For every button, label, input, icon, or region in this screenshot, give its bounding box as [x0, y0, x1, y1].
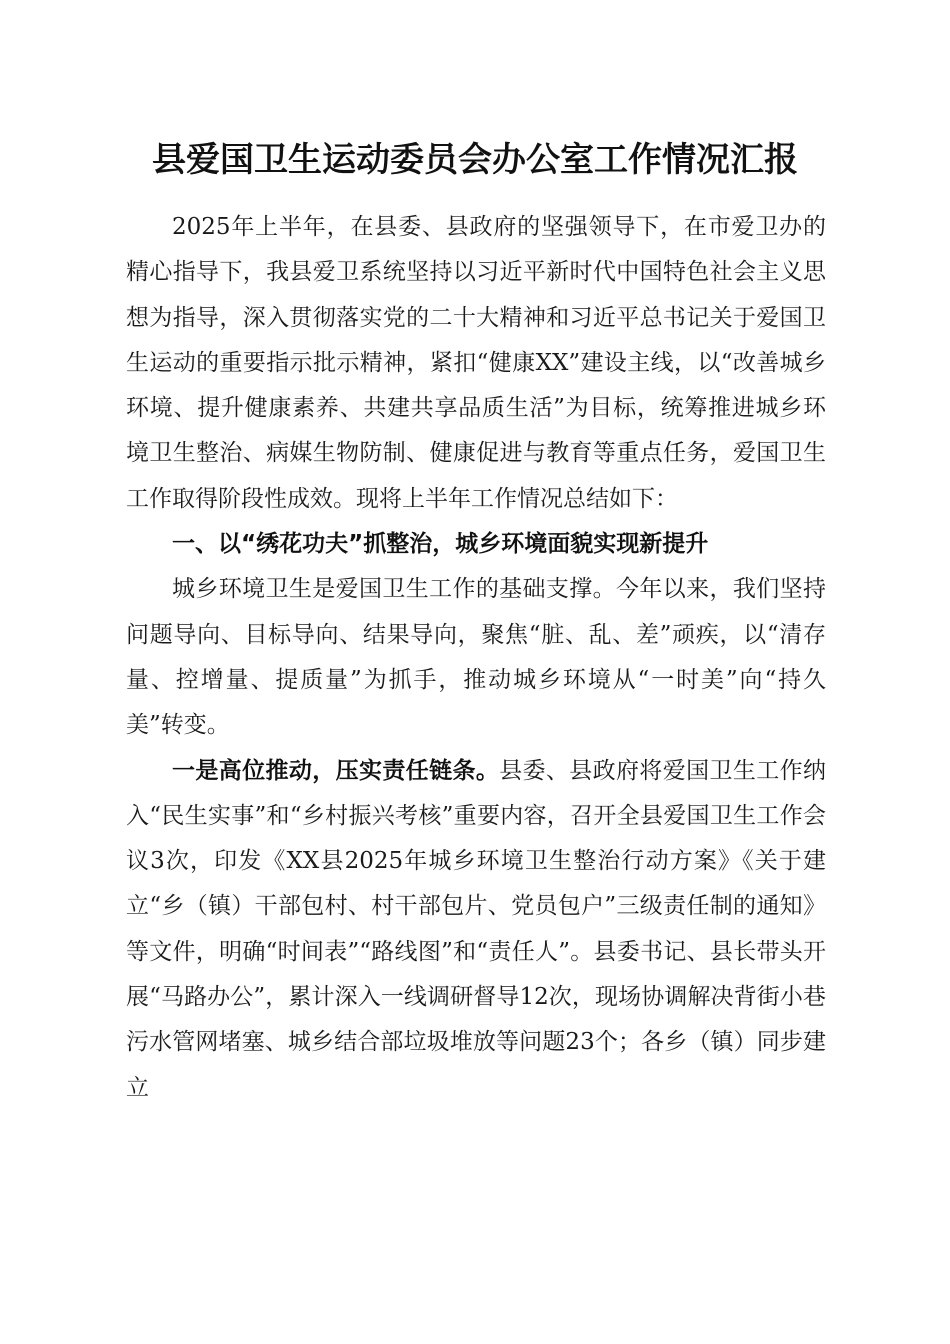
intro-paragraph: 2025年上半年，在县委、县政府的坚强领导下，在市爱卫办的精心指导下，我县爱卫系统坚持以习近平新时代中国特色社会主义思想为指导，深入贯彻落实党的二十大精神和习近平总书记关于爱国卫生运动的重要指示批示精神，紧扣“健康XX”建设主线，以“改善城乡环境、提升健康素养、共建共享品质生活”为目标，统筹推进城乡环境卫生整治、病媒生物防制、健康促进与教育等重点任务，爱国卫生工作取得阶段性成效。现将上半年工作情况总结如下：: [126, 214, 826, 512]
point-paragraph: [126, 749, 826, 1111]
point-body: 县委、县政府将爱国卫生工作纳入“民生实事”和“乡村振兴考核”重要内容，召开全县爱国卫生工作会议3次，印发《XX县2025年城乡环境卫生整治行动方案》《关于建立“乡（镇）干部包村、村干部包片、党员包户”三级责任制的通知》等文件，明确“时间表”“路线图”和“责任人”。县委书记、县长带头开展“马路办公”，累计深入一线调研督导12次，现场协调解决背街小巷污水管网堵塞、城乡结合部垃圾堆放等问题23个；各乡（镇）同步建立: [126, 757, 827, 1101]
document-body: [126, 205, 826, 1111]
document-title: 县爱国卫生运动委员会办公室工作情况汇报: [152, 140, 798, 180]
point-lead: 一是高位推动，压实责任链条。: [172, 757, 500, 784]
section-heading: 一、以“绣花功夫”抓整治，城乡环境面貌实现新提升: [172, 531, 709, 558]
section-paragraph: 城乡环境卫生是爱国卫生工作的基础支撑。今年以来，我们坚持问题导向、目标导向、结果导向，聚焦“脏、乱、差”顽疾，以“清存量、控增量、提质量”为抓手，推动城乡环境从“一时美”向“持久美”转变。: [126, 576, 826, 739]
